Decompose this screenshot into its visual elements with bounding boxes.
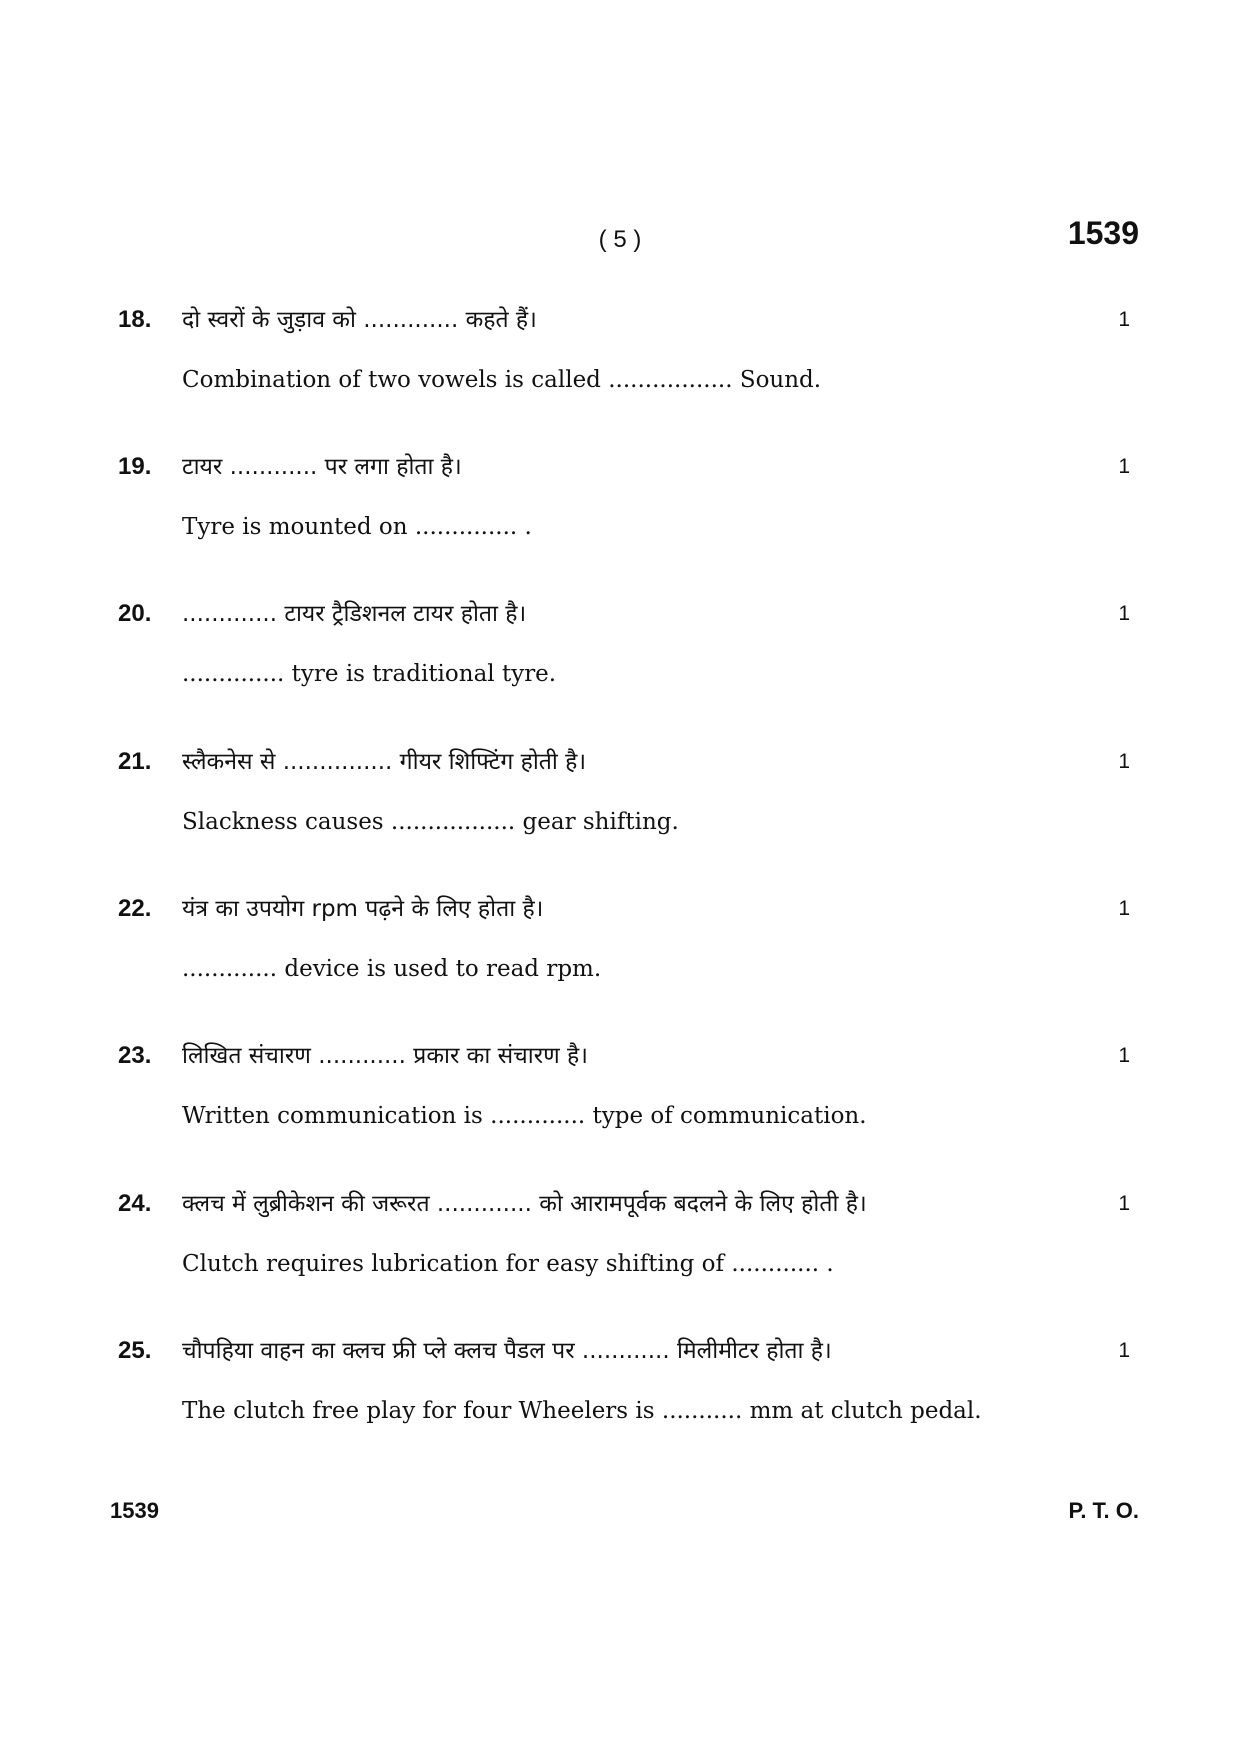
question-english-text: Written communication is ............. type of communication. — [182, 1103, 867, 1129]
page-number: ( 5 ) — [598, 226, 642, 253]
question-marks: 1 — [1118, 455, 1130, 478]
pto-label: P. T. O. — [1068, 1498, 1139, 1523]
question-english-text: The clutch free play for four Wheelers is ........... mm at clutch pedal. — [182, 1398, 982, 1424]
question-marks: 1 — [1118, 750, 1130, 773]
question-hindi-text: चौपहिया वाहन का क्लच फ्री प्ले क्लच पैडल पर ............ मिलीमीटर होता है। — [182, 1338, 832, 1364]
question-23 — [0, 1036, 1240, 1156]
question-english-text: Tyre is mounted on .............. . — [182, 514, 532, 540]
question-hindi-text: लिखित संचारण ............ प्रकार का संचारण है। — [182, 1043, 588, 1069]
question-english-text: .............. tyre is traditional tyre. — [182, 661, 557, 687]
question-marks: 1 — [1118, 602, 1130, 625]
question-marks: 1 — [1118, 1044, 1130, 1067]
question-number: 19. — [118, 453, 152, 480]
question-19 — [0, 447, 1240, 567]
question-number: 18. — [118, 306, 152, 333]
question-22 — [0, 889, 1240, 1009]
question-number: 20. — [118, 600, 152, 627]
question-number: 21. — [118, 748, 152, 775]
question-number: 23. — [118, 1042, 152, 1069]
question-number: 24. — [118, 1190, 152, 1217]
question-marks: 1 — [1118, 897, 1130, 920]
paper-code-header: 1539 — [1067, 215, 1139, 251]
question-24 — [0, 1184, 1240, 1304]
question-hindi-text: क्लच में लुब्रीकेशन की जरूरत ............. को आरामपूर्वक बदलने के लिए होती है। — [182, 1191, 867, 1217]
paper-code-footer: 1539 — [110, 1498, 159, 1523]
question-hindi-text: स्लैकनेस से ............... गीयर शिफ्टिंग होती है। — [182, 749, 587, 775]
question-hindi-text: दो स्वरों के जुड़ाव को ............. कहते हैं। — [182, 307, 537, 333]
question-hindi-text: ............. टायर ट्रैडिशनल टायर होता है। — [182, 601, 527, 627]
question-hindi-text: यंत्र का उपयोग rpm पढ़ने के लिए होता है। — [182, 896, 544, 922]
question-english-text: Slackness causes ................. gear shifting. — [182, 809, 679, 835]
question-number: 25. — [118, 1337, 152, 1364]
question-18 — [0, 300, 1240, 420]
question-english-text: Clutch requires lubrication for easy shifting of ............ . — [182, 1251, 834, 1277]
question-english-text: ............. device is used to read rpm. — [182, 956, 602, 982]
question-marks: 1 — [1118, 308, 1130, 331]
question-hindi-text: टायर ............ पर लगा होता है। — [182, 454, 462, 480]
question-25 — [0, 1331, 1240, 1451]
question-marks: 1 — [1118, 1339, 1130, 1362]
question-english-text: Combination of two vowels is called ................. Sound. — [182, 367, 822, 393]
question-number: 22. — [118, 895, 152, 922]
question-marks: 1 — [1118, 1192, 1130, 1215]
question-21 — [0, 742, 1240, 862]
question-20 — [0, 594, 1240, 714]
